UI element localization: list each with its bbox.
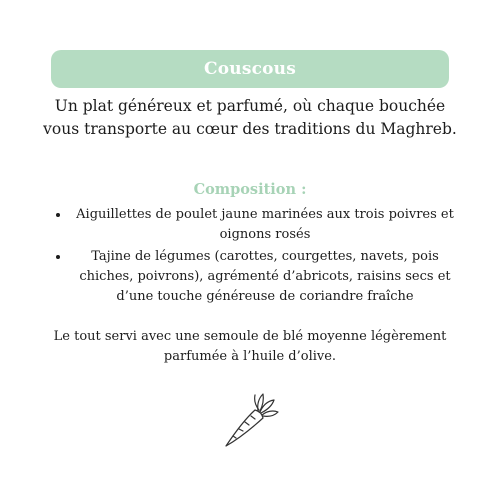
intro-text: Un plat généreux et parfumé, où chaque bouchée vous transporte au cœur des traditions du Maghreb. (43, 97, 457, 138)
carrot-icon (218, 390, 280, 452)
list-item: • Tajine de légumes (carottes, courgettes, navets, pois chiches, poivrons), agrémenté d’abricots, raisins secs et d’une touche généreuse de coriandre fraîche (70, 247, 460, 307)
title-bar (51, 50, 449, 88)
list-item: • Aiguillettes de poulet jaune marinées aux trois poivres et oignons rosés (70, 205, 460, 245)
composition-list (50, 205, 460, 309)
dish-title: Couscous (203, 59, 297, 79)
composition-heading: Composition : (193, 181, 307, 198)
closing-text: Le tout servi avec une semoule de blé moyenne légèrement parfumée à l’huile d’olive. (53, 329, 447, 364)
